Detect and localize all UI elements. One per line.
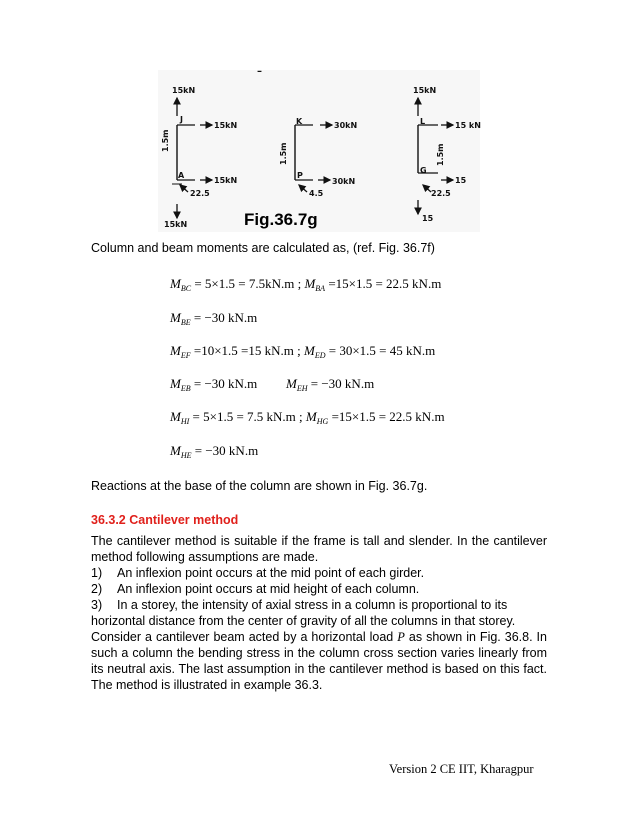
- list-item-3: [91, 597, 551, 613]
- list-item-2: [91, 581, 551, 597]
- load-symbol: P: [397, 630, 405, 644]
- eq-expression: = 5×1.5 = 7.5kN.m ;: [191, 276, 305, 291]
- figure-caption: Fig.36.7g: [244, 210, 318, 229]
- eq-symbol: M: [170, 443, 181, 458]
- eq-symbol: M: [305, 409, 317, 424]
- panel-a-node-bottom: A: [178, 171, 185, 180]
- eq-symbol: M: [286, 376, 297, 391]
- equation-line-6: [170, 443, 258, 460]
- panel-b-right-bottom-load: 30kN: [332, 177, 356, 186]
- panel-c-top-load: 15kN: [413, 86, 437, 95]
- paragraph-2-start: Consider a cantilever beam acted by a horizontal load: [91, 630, 394, 644]
- equation-line-5: [170, 409, 445, 426]
- list-number: 2): [91, 582, 103, 596]
- panel-c-right-top-load: 15 kN: [455, 121, 481, 130]
- list-text: In a storey, the intensity of axial stress in a column is proportional to its: [117, 598, 508, 612]
- paragraph-2-end: as shown in Fig. 36.8. In such a column the bending stress in the column cross section varies linearly from its neutral axis. The last assumption in the cantilever method is based on this fact. The method is illustrated in example 36.3.: [91, 630, 547, 692]
- paragraph-2: [91, 629, 547, 693]
- top-mark: –: [257, 66, 262, 77]
- panel-a-base-vertical: 15kN: [164, 220, 188, 229]
- eq-subscript: ED: [314, 351, 326, 360]
- equation-line-4b: [286, 376, 374, 393]
- eq-symbol: M: [170, 310, 181, 325]
- eq-subscript: BA: [315, 284, 326, 293]
- eq-expression: = −30 kN.m: [190, 310, 258, 325]
- list-text: An inflexion point occurs at mid height of each column.: [117, 582, 420, 596]
- panel-c-height: 1.5m: [436, 143, 445, 166]
- eq-symbol: M: [170, 276, 181, 291]
- eq-subscript: EB: [180, 384, 191, 393]
- equation-line-1: [170, 276, 441, 293]
- eq-subscript: HI: [180, 417, 190, 426]
- figure-36-7g: [150, 66, 481, 232]
- panel-c-base-shear: 22.5: [431, 189, 451, 198]
- equation-line-2: [170, 310, 257, 327]
- equation-line-3: [170, 343, 435, 360]
- reactions-text: Reactions at the base of the column are shown in Fig. 36.7g.: [91, 479, 428, 493]
- eq-symbol: M: [170, 343, 181, 358]
- list-item-1: [91, 565, 551, 581]
- eq-symbol: M: [303, 343, 315, 358]
- list-number: 1): [91, 566, 103, 580]
- panel-a-base-shear: 22.5: [190, 189, 210, 198]
- eq-symbol: M: [170, 376, 181, 391]
- panel-c-node-bottom: G: [420, 166, 427, 175]
- eq-expression: = −30 kN.m: [190, 376, 258, 391]
- section-heading: 36.3.2 Cantilever method: [91, 513, 239, 527]
- eq-subscript: HG: [316, 417, 329, 426]
- list-text: An inflexion point occurs at the mid point of each girder.: [117, 566, 425, 580]
- panel-b-base-shear: 4.5: [309, 189, 324, 198]
- eq-expression: =10×1.5 =15 kN.m ;: [190, 343, 304, 358]
- panel-a-right-top-load: 15kN: [214, 121, 238, 130]
- eq-subscript: HE: [180, 451, 192, 460]
- panel-b-node-bottom: P: [297, 171, 303, 180]
- eq-expression: = 5×1.5 = 7.5 kN.m ;: [189, 409, 306, 424]
- eq-expression: = 30×1.5 = 45 kN.m: [325, 343, 436, 358]
- eq-symbol: M: [304, 276, 316, 291]
- panel-a-height: 1.5m: [161, 129, 170, 152]
- panel-a-node-top: J: [180, 115, 183, 124]
- list-item-3-continued: horizontal distance from the center of gravity of all the columns in that storey.: [91, 614, 516, 628]
- list-number: 3): [91, 598, 103, 612]
- eq-expression: = −30 kN.m: [307, 376, 375, 391]
- panel-a-right-bottom-load: 15kN: [214, 176, 238, 185]
- paragraph-1: The cantilever method is suitable if the frame is tall and slender. In the cantilever method following assumptions are made.: [91, 534, 547, 564]
- eq-subscript: BC: [180, 284, 192, 293]
- eq-expression: =15×1.5 = 22.5 kN.m: [325, 276, 442, 291]
- panel-a-top-load: 15kN: [172, 86, 196, 95]
- panel-b-node-top: K: [296, 117, 303, 126]
- panel-c-node-top: L: [420, 117, 426, 126]
- equation-line-4: [170, 376, 257, 393]
- panel-b-height: 1.5m: [279, 142, 288, 165]
- eq-subscript: EF: [180, 351, 191, 360]
- eq-subscript: EH: [296, 384, 308, 393]
- eq-expression: = −30 kN.m: [191, 443, 259, 458]
- page-footer: Version 2 CE IIT, Kharagpur: [389, 762, 534, 776]
- panel-c-right-bottom-load: 15: [455, 176, 467, 185]
- eq-subscript: BE: [180, 318, 191, 327]
- panel-b-right-top-load: 30kN: [334, 121, 358, 130]
- panel-c-base-vertical: 15: [422, 214, 434, 223]
- intro-text: Column and beam moments are calculated as, (ref. Fig. 36.7f): [91, 241, 435, 255]
- eq-symbol: M: [170, 409, 181, 424]
- eq-expression: =15×1.5 = 22.5 kN.m: [328, 409, 445, 424]
